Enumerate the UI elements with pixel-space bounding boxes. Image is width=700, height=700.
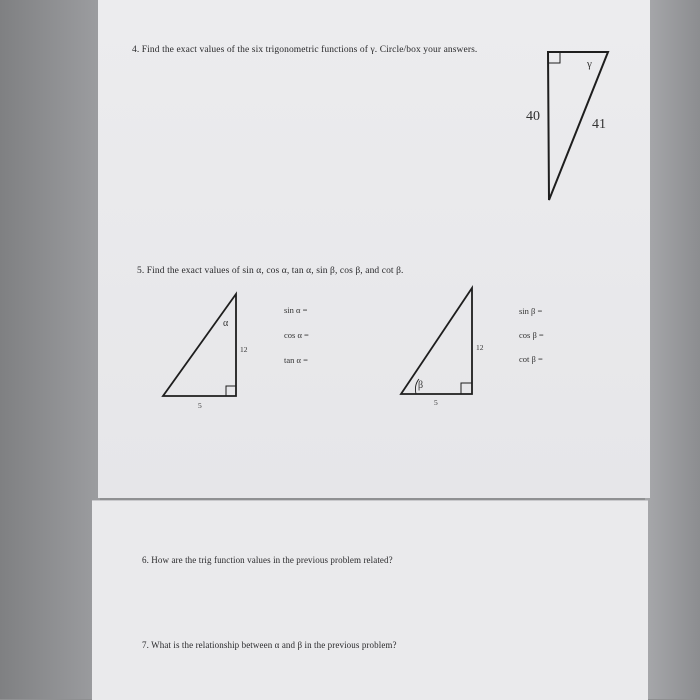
cos-alpha-label: cos α = [284,330,309,340]
hypotenuse-length-41: 41 [592,117,606,132]
gamma-angle-label: γ [587,58,592,70]
beta-angle-label: β [418,380,424,391]
vertical-side-length-40: 40 [526,109,540,124]
problem-4-prompt: 4. Find the exact values of the six trigonometric functions of γ. Circle/box your answers. [132,45,478,55]
alpha-vertical-side-12: 12 [240,345,248,354]
alpha-base-5: 5 [198,401,202,410]
sin-beta-label: sin β = [519,306,543,316]
cot-beta-label: cot β = [519,354,543,364]
alpha-angle-label: α [223,318,229,329]
problem-7-prompt: 7. What is the relationship between α and β in the previous problem? [142,640,397,650]
problem-6-prompt: 6. How are the trig function values in the previous problem related? [142,555,393,565]
sin-alpha-label: sin α = [284,305,308,315]
beta-vertical-side-12: 12 [476,343,484,352]
problem-5-prompt: 5. Find the exact values of sin α, cos α, tan α, sin β, cos β, and cot β. [137,266,404,276]
beta-base-5: 5 [434,398,438,407]
triangle-alpha [163,294,236,396]
triangle-beta [401,288,472,394]
cos-beta-label: cos β = [519,330,544,340]
tan-alpha-label: tan α = [284,355,308,365]
